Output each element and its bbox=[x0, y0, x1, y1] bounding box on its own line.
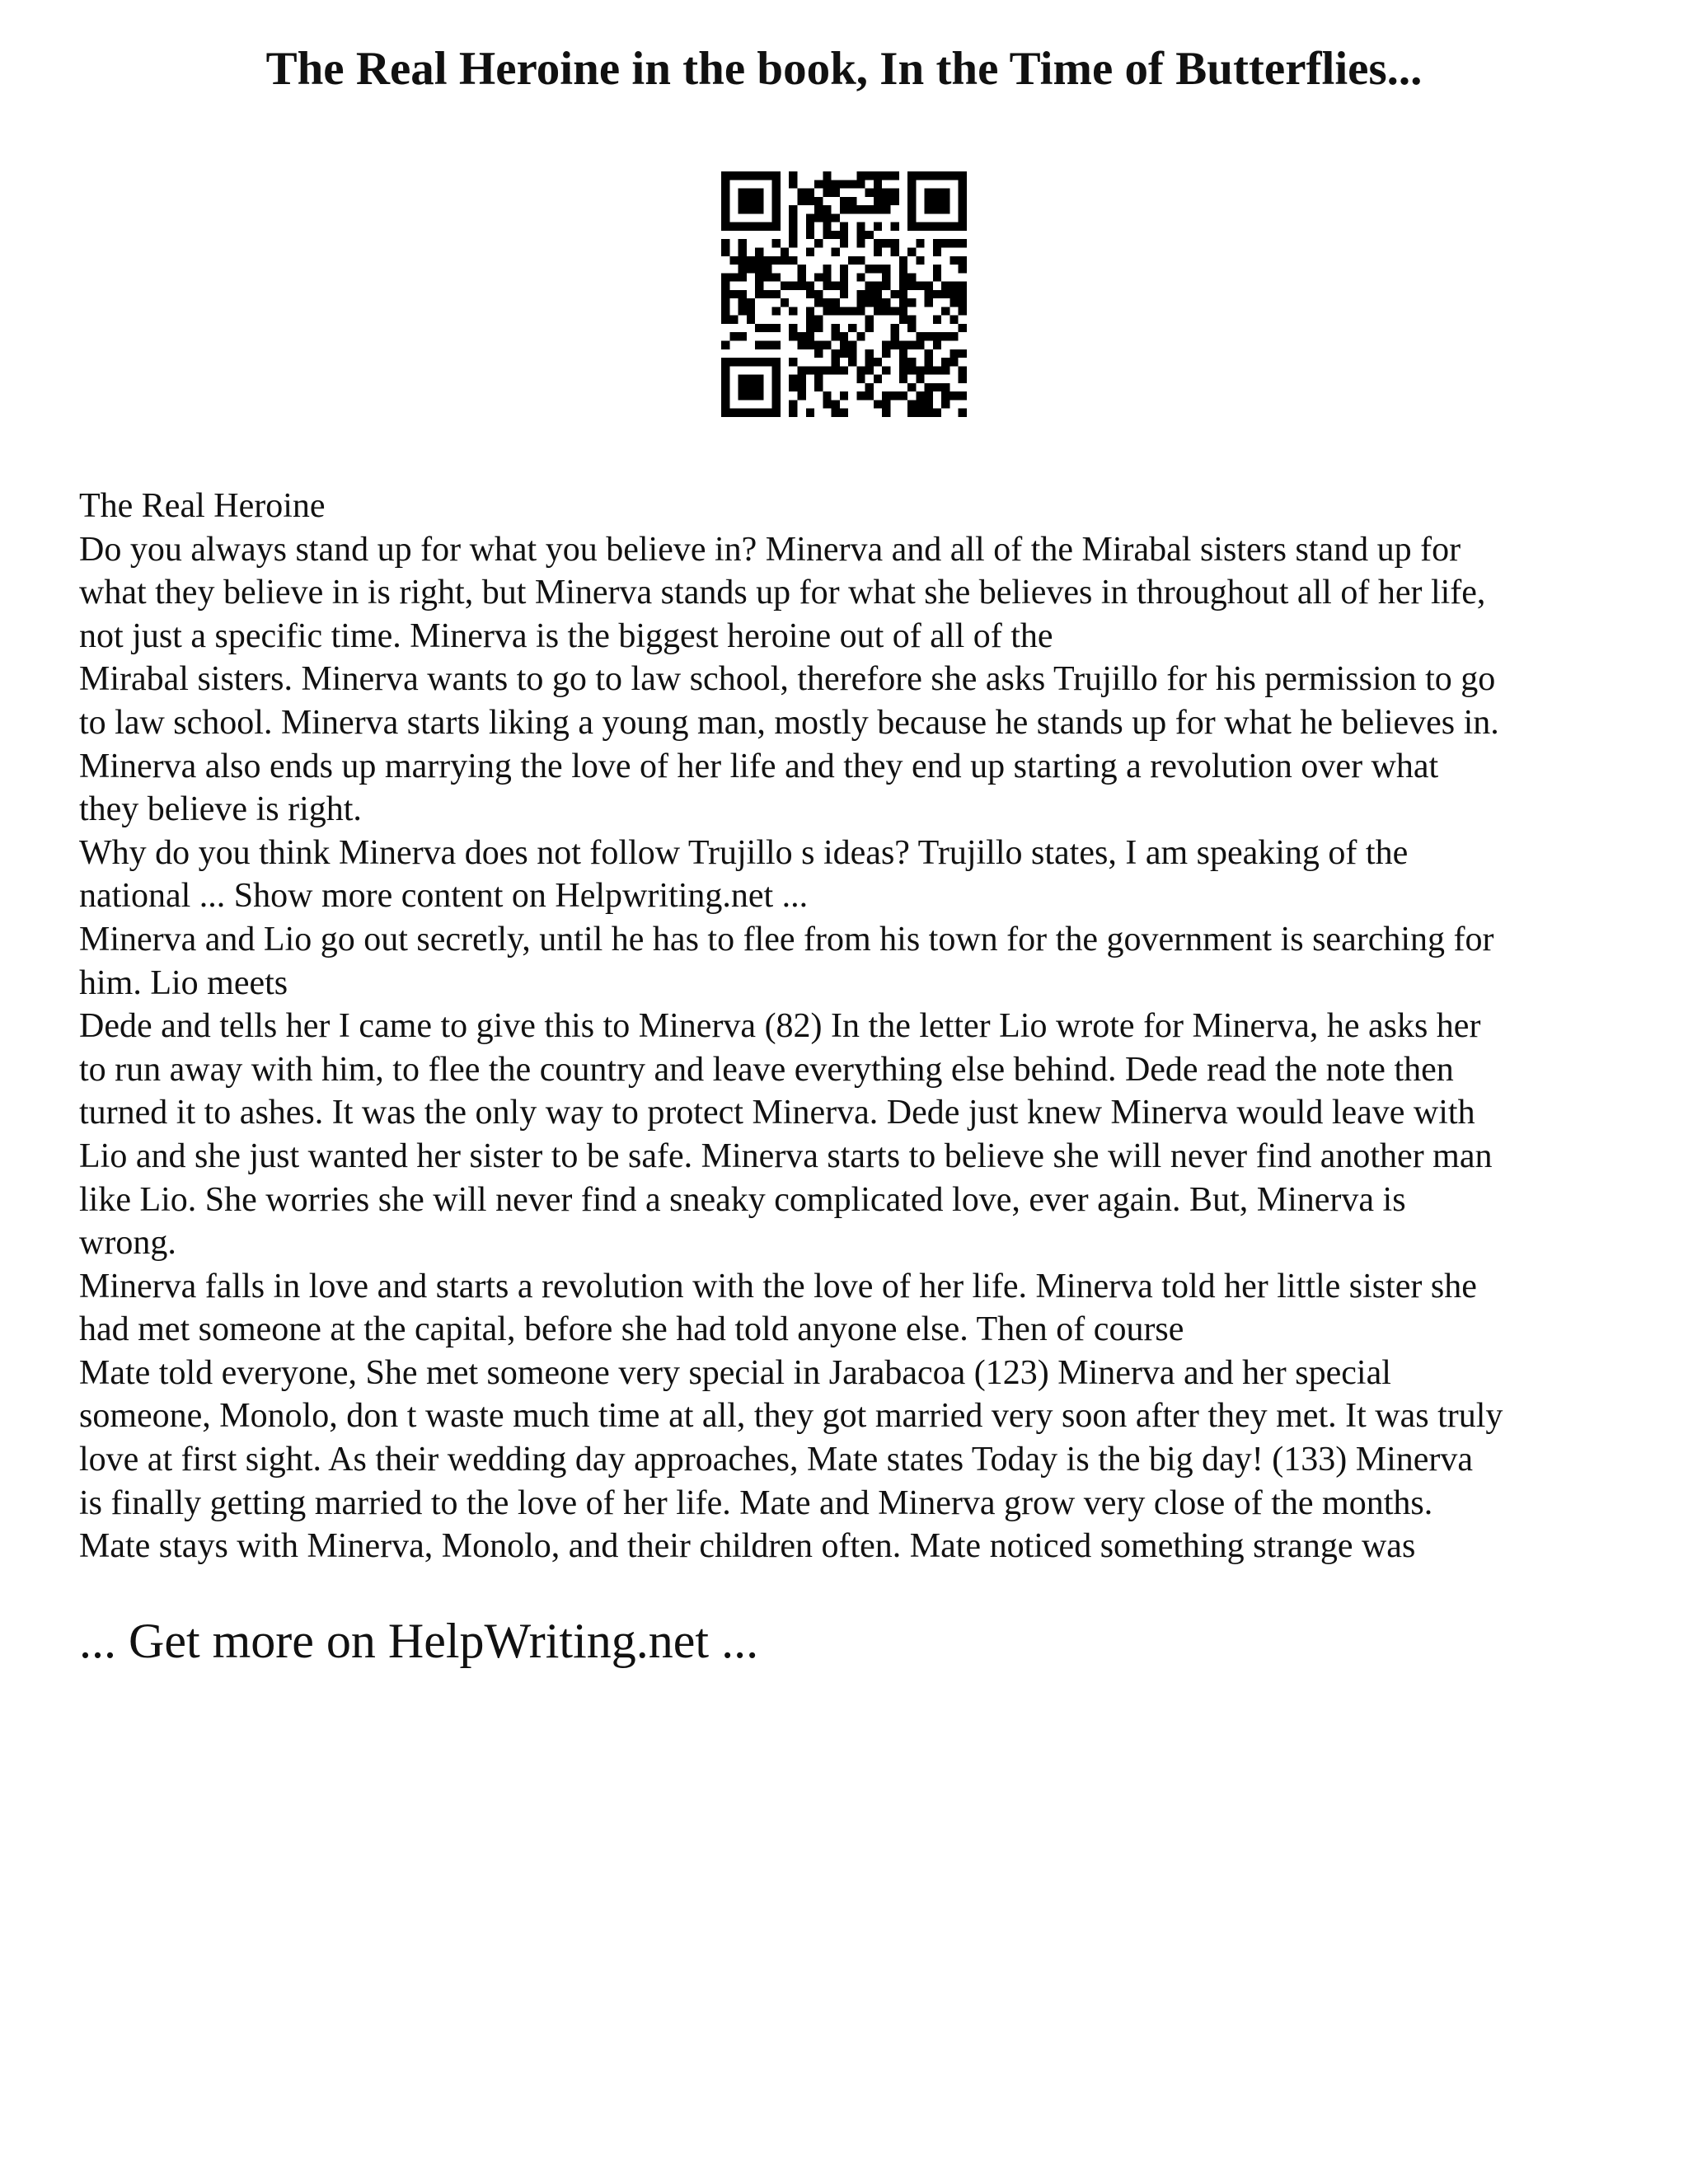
text-line: Lio and she just wanted her sister to be safe. Minerva starts to believe she will never find another man bbox=[79, 1137, 1493, 1175]
page-title: The Real Heroine in the book, In the Time of Butterflies... bbox=[265, 43, 1423, 95]
text-line: Why do you think Minerva does not follow Trujillo s ideas? Trujillo states, I am speaking of the bbox=[79, 833, 1409, 872]
text-line: not just a specific time. Minerva is the biggest heroine out of all of the bbox=[79, 616, 1053, 655]
text-line: Mirabal sisters. Minerva wants to go to law school, therefore she asks Trujillo for his permission to go bbox=[79, 660, 1496, 699]
text-line: Mate told everyone, She met someone very special in Jarabacoa (123) Minerva and her special bbox=[79, 1353, 1391, 1392]
text-line: had met someone at the capital, before she had told anyone else. Then of course bbox=[79, 1310, 1184, 1349]
body-text bbox=[79, 485, 1629, 1568]
text-line: like Lio. She worries she will never find a sneaky complicated love, ever again. But, Minerva is bbox=[79, 1180, 1406, 1219]
text-line: they believe is right. bbox=[79, 790, 362, 829]
text-line: Minerva and Lio go out secretly, until he has to flee from his town for the government is searching for bbox=[79, 920, 1494, 958]
text-line: Mate stays with Minerva, Monolo, and their children often. Mate noticed something strange was bbox=[79, 1527, 1416, 1566]
text-line: The Real Heroine bbox=[79, 487, 326, 525]
get-more-link[interactable]: ... Get more on HelpWriting.net ... bbox=[79, 1614, 759, 1668]
text-line: national ... Show more content on Helpwriting.net ... bbox=[79, 877, 809, 916]
text-line: Minerva falls in love and starts a revolution with the love of her life. Minerva told her little sister she bbox=[79, 1267, 1477, 1305]
text-line: someone, Monolo, don t waste much time at all, they got married very soon after they met. It was truly bbox=[79, 1397, 1503, 1436]
text-line: to law school. Minerva starts liking a young man, mostly because he stands up for what he believes in. bbox=[79, 703, 1499, 742]
text-line: him. Lio meets bbox=[79, 963, 288, 1002]
text-line: turned it to ashes. It was the only way to protect Minerva. Dede just knew Minerva would leave with bbox=[79, 1094, 1475, 1132]
text-line: to run away with him, to flee the country and leave everything else behind. Dede read the note then bbox=[79, 1050, 1454, 1089]
text-line: wrong. bbox=[79, 1224, 176, 1263]
qr-code-icon bbox=[721, 171, 967, 417]
text-line: what they believe in is right, but Minerva stands up for what she believes in throughout all of her life, bbox=[79, 574, 1486, 612]
text-line: love at first sight. As their wedding day approaches, Mate states Today is the big day! (133) Minerva bbox=[79, 1441, 1474, 1479]
text-line: Do you always stand up for what you believe in? Minerva and all of the Mirabal sisters stand up for bbox=[79, 530, 1461, 569]
text-line: is finally getting married to the love of her life. Mate and Minerva grow very close of the months. bbox=[79, 1483, 1433, 1522]
text-line: Dede and tells her I came to give this to Minerva (82) In the letter Lio wrote for Minerva, he asks her bbox=[79, 1007, 1481, 1046]
text-line: Minerva also ends up marrying the love of her life and they end up starting a revolution over what bbox=[79, 747, 1439, 785]
